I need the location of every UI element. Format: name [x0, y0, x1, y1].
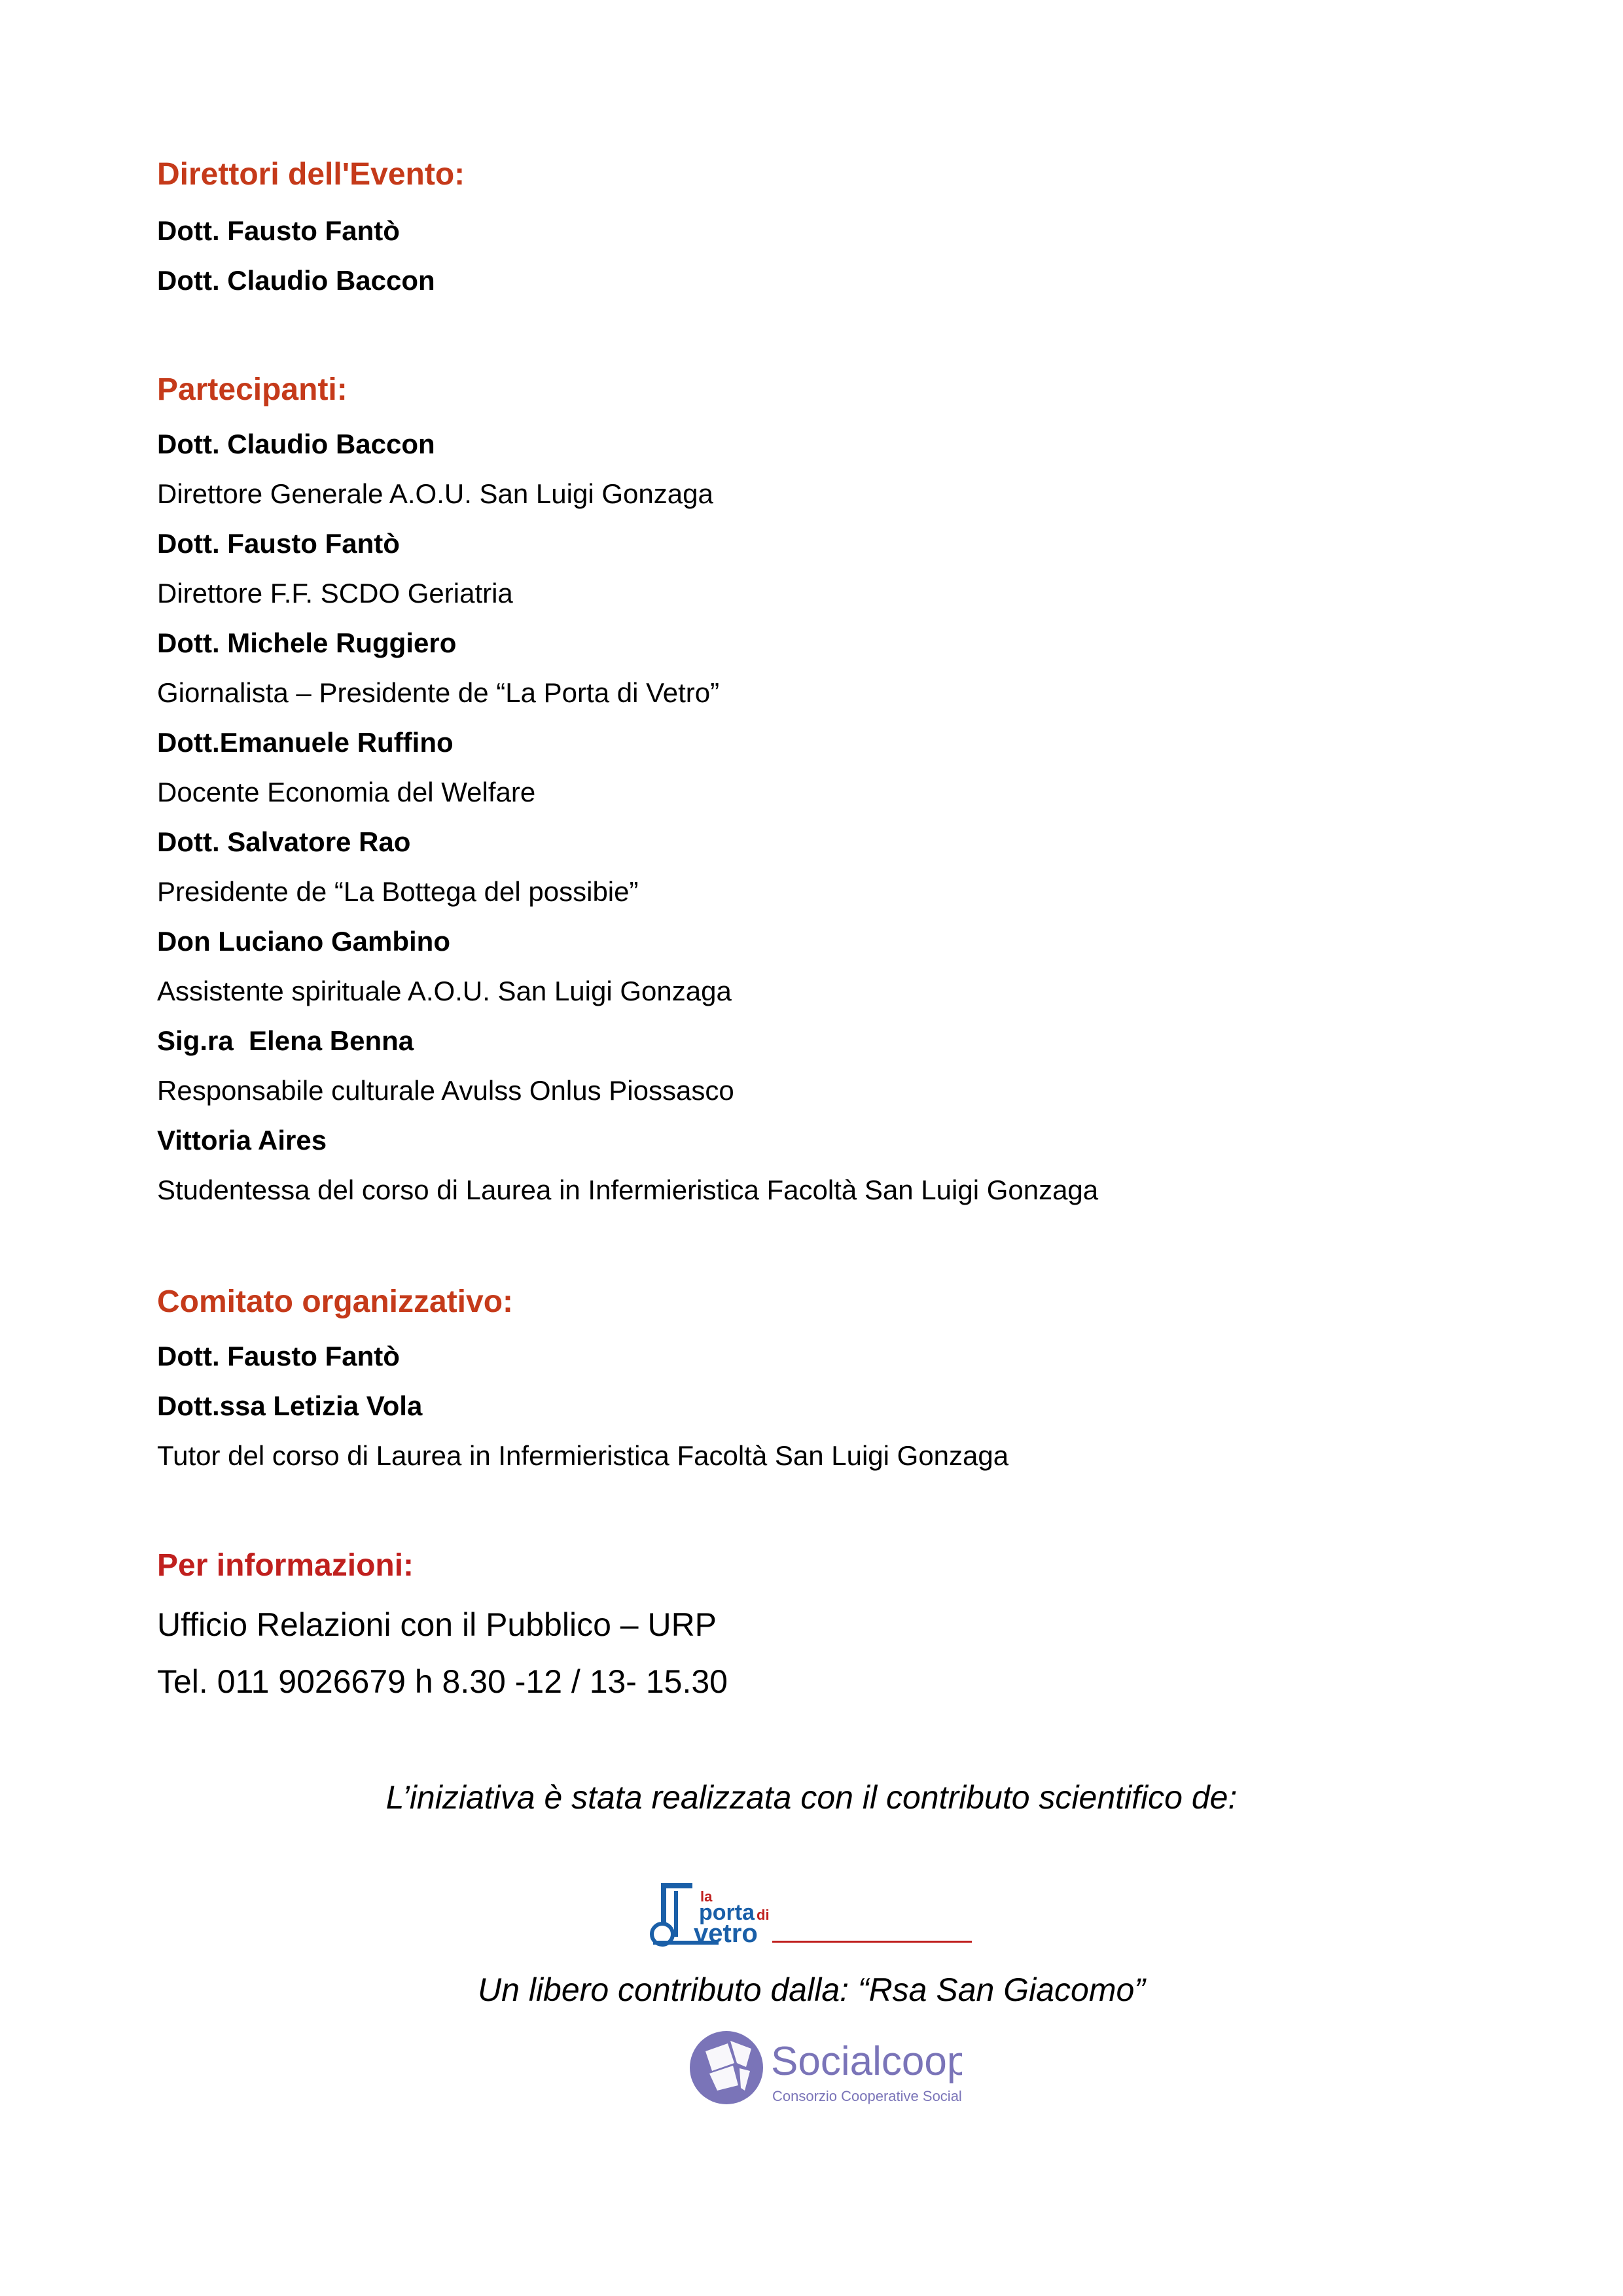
section-heading-comitato: Comitato organizzativo: [157, 1284, 514, 1319]
section-heading-informazioni: Per informazioni: [157, 1548, 414, 1583]
logo-word-vetro: vetro [694, 1919, 758, 1948]
socialcoop-name: Socialcoop [771, 2039, 962, 2084]
socialcoop-tagline: Consorzio Cooperative Sociali [772, 2088, 962, 2104]
participant-name: Dott. Claudio Baccon [157, 429, 435, 459]
participant-name: Dott. Michele Ruggiero [157, 627, 457, 658]
participant-name: Don Luciano Gambino [157, 926, 450, 957]
participant-name: Dott. Fausto Fantò [157, 528, 400, 559]
participant-role: Direttore Generale A.O.U. San Luigi Gonzaga [157, 478, 713, 509]
participant-role: Studentessa del corso di Laurea in Infermieristica Facoltà San Luigi Gonzaga [157, 1174, 1099, 1205]
participant-role: Direttore F.F. SCDO Geriatria [157, 578, 513, 609]
participant-role: Assistente spirituale A.O.U. San Luigi Gonzaga [157, 976, 732, 1006]
section-heading-direttori: Direttori dell'Evento: [157, 157, 465, 192]
direttore-name-1: Dott. Fausto Fantò [157, 215, 400, 246]
logo-word-porta: porta [699, 1900, 755, 1925]
porta-di-vetro-logo-graphic [648, 1878, 988, 1950]
participant-role: Responsabile culturale Avulss Onlus Piossasco [157, 1075, 734, 1106]
comitato-name-1: Dott. Fausto Fantò [157, 1341, 400, 1371]
logo-word-la: la [700, 1888, 713, 1905]
participant-name: Vittoria Aires [157, 1125, 327, 1156]
comitato-role-2: Tutor del corso di Laurea in Infermieristica Facoltà San Luigi Gonzaga [157, 1440, 1009, 1471]
scientific-contribution-text: L’iniziativa è stata realizzata con il contributo scientifico de: [385, 1779, 1238, 1816]
comitato-name-2: Dott.ssa Letizia Vola [157, 1390, 423, 1421]
socialcoop-logo [687, 2025, 962, 2110]
free-contribution-text: Un libero contributo dalla: “Rsa San Giacomo” [478, 1971, 1145, 2008]
participant-name: Sig.ra Elena Benna [157, 1025, 414, 1056]
participant-role: Giornalista – Presidente de “La Porta di Vetro” [157, 677, 720, 708]
info-phone: Tel. 011 9026679 h 8.30 -12 / 13- 15.30 [157, 1663, 728, 1700]
direttore-name-2: Dott. Claudio Baccon [157, 265, 435, 296]
participant-name: Dott. Salvatore Rao [157, 826, 411, 857]
section-heading-partecipanti: Partecipanti: [157, 372, 348, 407]
participant-name: Dott.Emanuele Ruffino [157, 727, 454, 758]
porta-di-vetro-logo [648, 1878, 988, 1950]
socialcoop-logo-graphic [687, 2025, 962, 2110]
info-office: Ufficio Relazioni con il Pubblico – URP [157, 1606, 717, 1643]
logo-word-di: di [757, 1907, 770, 1923]
participant-role: Presidente de “La Bottega del possibie” [157, 876, 639, 907]
participant-role: Docente Economia del Welfare [157, 777, 536, 807]
